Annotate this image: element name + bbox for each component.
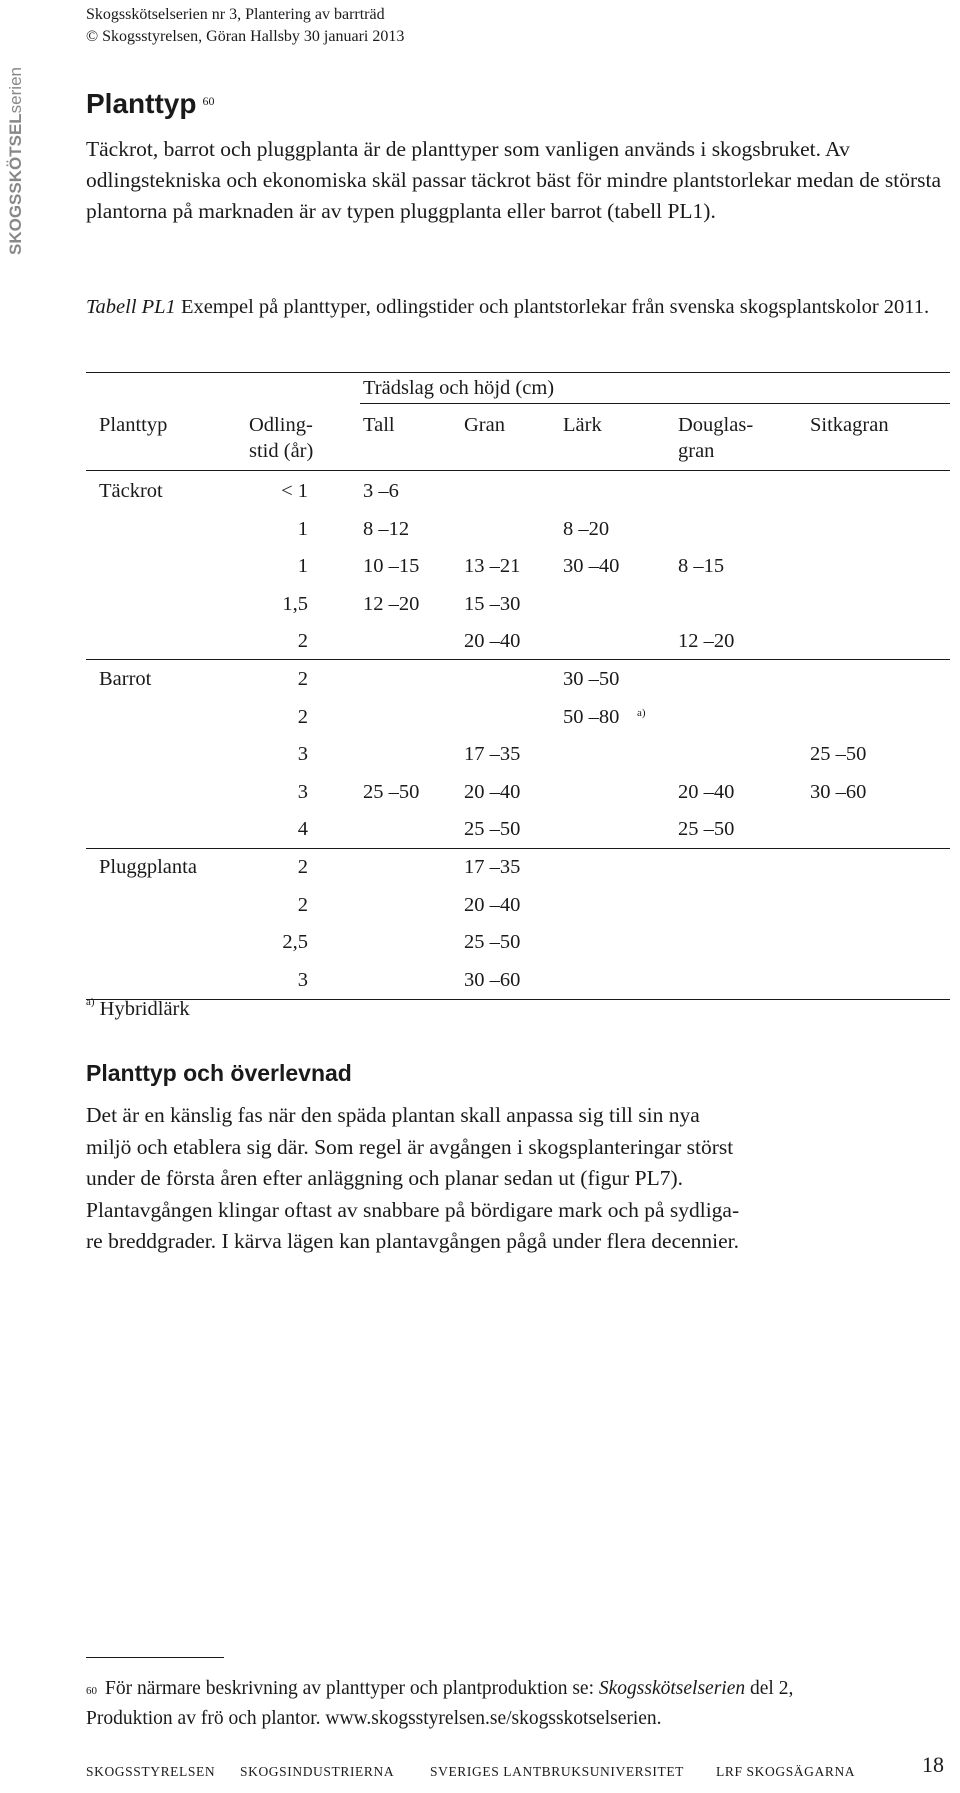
table-caption-label: Tabell PL1 bbox=[86, 296, 176, 318]
table-header-rule bbox=[86, 470, 950, 471]
cell-tall: 8 –12 bbox=[363, 517, 410, 540]
footnote-link-line: Produktion av frö och plantor. www.skogsstyrelsen.se/skogsskotselserien. bbox=[86, 1708, 662, 1729]
footer-item: SKOGSSTYRELSEN bbox=[86, 1764, 216, 1779]
cell-odlingstid: 1 bbox=[297, 517, 308, 540]
table-group-rule bbox=[360, 403, 950, 404]
cell-douglasgran: 20 –40 bbox=[678, 780, 735, 803]
cell-odlingstid: 2 bbox=[297, 893, 308, 916]
col-header-odlingstid: Odling- stid (år) bbox=[249, 414, 314, 462]
header-copyright: © Skogsstyrelsen, Göran Hallsby 30 januari 2013 bbox=[86, 28, 405, 45]
plant-type-table bbox=[86, 372, 950, 1002]
cell-lark: 8 –20 bbox=[563, 517, 610, 540]
col-header-lark: Lärk bbox=[563, 414, 602, 436]
table-note: $^{a)}$ Hybridlärk bbox=[86, 996, 190, 1020]
cell-gran: 25 –50 bbox=[464, 931, 521, 954]
cell-odlingstid: 2 bbox=[297, 668, 308, 690]
group-rule-pluggplanta bbox=[86, 848, 950, 849]
table-top-rule bbox=[86, 372, 950, 373]
logo-text-light: serien bbox=[6, 67, 25, 114]
header-series: Skogsskötselserien nr 3, Plantering av barrträd bbox=[86, 6, 385, 23]
cell-gran: 17 –35 bbox=[464, 743, 521, 766]
col-header-sitkagran: Sitkagran bbox=[810, 414, 889, 436]
cell-planttyp: Pluggplanta bbox=[99, 856, 197, 878]
cell-odlingstid: 2 bbox=[297, 630, 308, 653]
footnote-60: $^{60}$ För närmare beskrivning av planttyper och plantproduktion se: Skogsskötselserien del 2, Produktion av frö och plantor. www.skogsstyrelsen.se/skogsskotselserien. bbox=[86, 1674, 946, 1734]
cell-douglasgran: 12 –20 bbox=[678, 630, 735, 653]
cell-gran: 20 –40 bbox=[464, 630, 521, 653]
cell-odlingstid: 3 bbox=[297, 780, 308, 803]
survival-paragraph: Det är en känslig fas när den späda plantan skall anpassa sig till sin nya miljö och etablera sig där. Som regel är avgången i skogsplanteringar störst under de första åren efter anläggning och planar sedan ut (figur PL7). Plantavgången klingar oftast av snabbare på bördigare mark och på sydliga- re breddgrader. I kärva lägen kan plantavgången pågå under flera decennier. bbox=[86, 1103, 740, 1253]
footnote-ref[interactable]: 60 bbox=[202, 94, 215, 108]
cell-lark-note-mark: a) bbox=[637, 706, 646, 719]
cell-tall: 10 –15 bbox=[363, 555, 420, 578]
page-header bbox=[86, 4, 404, 48]
cell-planttyp: Barrot bbox=[99, 668, 152, 690]
cell-gran: 25 –50 bbox=[464, 818, 521, 841]
cell-sitkagran: 30 –60 bbox=[810, 780, 867, 803]
footer-item: SKOGSINDUSTRIERNA bbox=[240, 1764, 395, 1779]
cell-odlingstid: 4 bbox=[297, 818, 308, 841]
col-header-planttyp: Planttyp bbox=[99, 414, 168, 436]
footer-item: LRF SKOGSÄGARNA bbox=[716, 1764, 856, 1779]
cell-odlingstid: 3 bbox=[297, 743, 308, 766]
cell-lark: 30 –50 bbox=[563, 668, 620, 690]
cell-odlingstid: 1,5 bbox=[282, 592, 308, 615]
intro-paragraph: Täckrot, barrot och pluggplanta är de planttyper som vanligen används i skogsbruket. Av odlingstekniska och ekonomiska skäl passar täckrot bäst för mindre plantstorlekar medan de största plantorna på marknaden är av typen pluggplanta eller barrot (tabell PL1). bbox=[86, 137, 942, 223]
cell-gran: 15 –30 bbox=[464, 592, 521, 615]
skogsskotsel-serien-logo bbox=[0, 30, 30, 255]
col-header-gran: Gran bbox=[464, 414, 505, 436]
cell-lark: 30 –40 bbox=[563, 555, 620, 578]
cell-sitkagran: 25 –50 bbox=[810, 743, 867, 766]
col-header-douglasgran: Douglas- gran bbox=[678, 414, 754, 462]
section-title-planttyp: Planttyp $^{60}$ bbox=[86, 88, 215, 119]
cell-odlingstid: 2 bbox=[297, 856, 308, 878]
logo-text-bold: SKOGSSKÖTSEL bbox=[6, 113, 25, 255]
footer-item: SVERIGES LANTBRUKSUNIVERSITET bbox=[430, 1764, 685, 1779]
cell-planttyp: Täckrot bbox=[99, 480, 163, 502]
cell-douglasgran: 8 –15 bbox=[678, 555, 725, 578]
page-number: 18 bbox=[922, 1752, 944, 1777]
cell-gran: 17 –35 bbox=[464, 856, 521, 878]
cell-odlingstid: 2,5 bbox=[282, 931, 308, 954]
cell-tall: 12 –20 bbox=[363, 592, 420, 615]
cell-gran: 20 –40 bbox=[464, 780, 521, 803]
cell-tall: 3 –6 bbox=[363, 480, 399, 502]
footnote-rule bbox=[86, 1657, 224, 1658]
svg-text:SKOGSSKÖTSELserien bbox=[6, 67, 25, 255]
cell-odlingstid: 3 bbox=[297, 968, 308, 991]
cell-odlingstid: < 1 bbox=[281, 480, 308, 502]
cell-odlingstid: 2 bbox=[297, 705, 308, 728]
cell-gran: 13 –21 bbox=[464, 555, 521, 578]
table-caption bbox=[86, 292, 946, 323]
table-bottom-rule bbox=[86, 999, 950, 1000]
cell-gran: 30 –60 bbox=[464, 968, 521, 991]
cell-odlingstid: 1 bbox=[297, 555, 308, 578]
cell-tall: 25 –50 bbox=[363, 780, 420, 803]
cell-lark: 50 –80 bbox=[563, 705, 620, 728]
cell-gran: 20 –40 bbox=[464, 893, 521, 916]
group-rule-barrot bbox=[86, 659, 950, 660]
section-title-overlevnad: Planttyp och överlevnad bbox=[86, 1060, 352, 1086]
table-group-header: Trädslag och höjd (cm) bbox=[363, 377, 555, 399]
table-caption-text: Exempel på planttyper, odlingstider och plantstorlekar från svenska skogsplantskolor 2011. bbox=[175, 296, 930, 318]
col-header-tall: Tall bbox=[363, 414, 395, 436]
cell-douglasgran: 25 –50 bbox=[678, 818, 735, 841]
